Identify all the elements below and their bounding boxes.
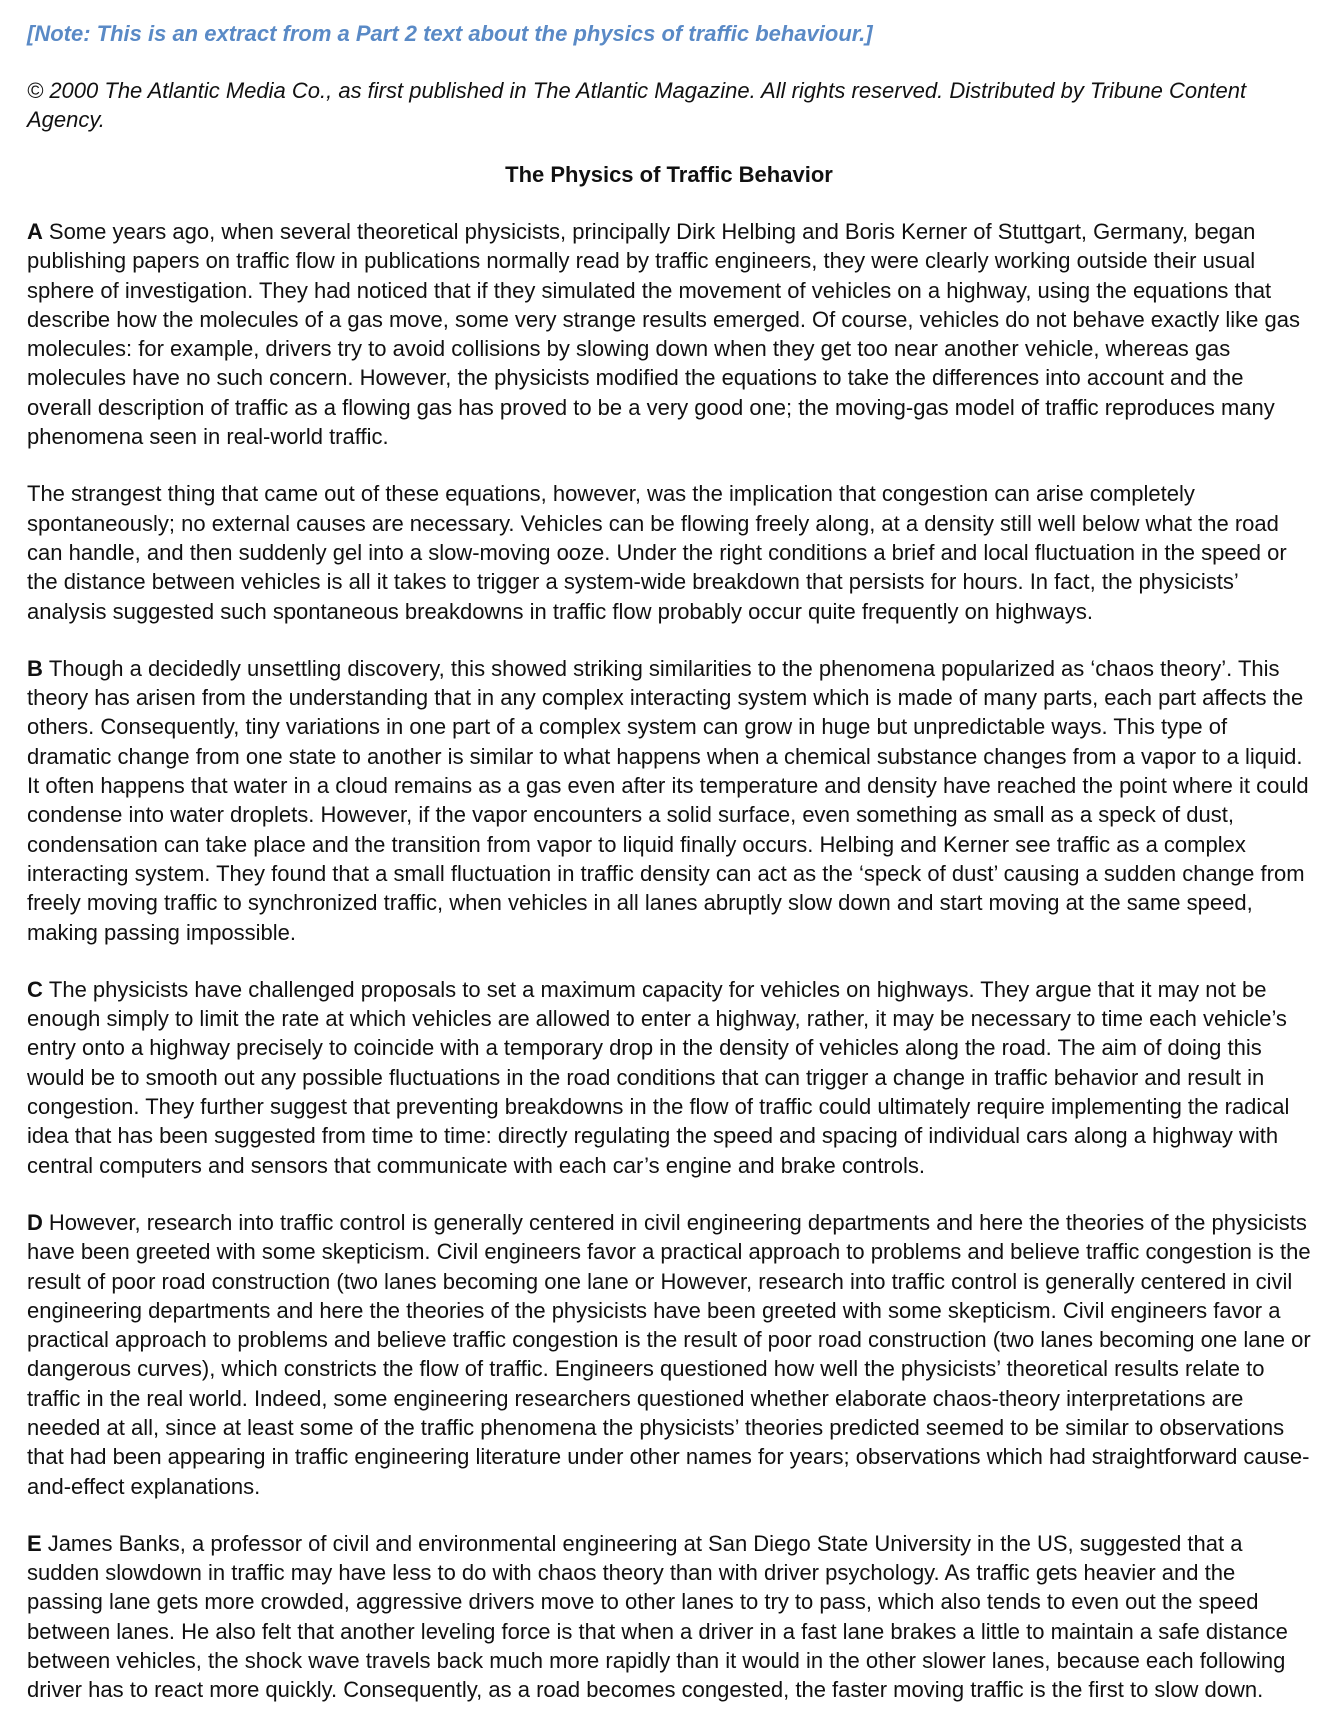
paragraph-b: [27, 654, 1311, 947]
paragraph-d: [27, 1208, 1311, 1501]
paragraph-e: [27, 1529, 1311, 1705]
copyright-notice: © 2000 The Atlantic Media Co., as first published in The Atlantic Magazine. All rights reserved. Distributed by Tribune Content Agency.: [27, 78, 1247, 132]
paragraph-letter: A: [27, 219, 43, 244]
paragraph-a-continued: [27, 479, 1311, 625]
paragraph-a: [27, 217, 1311, 451]
paragraph-c: [27, 975, 1311, 1180]
paragraph-text: However, research into traffic control is generally centered in civil engineering departments and here the theories of the physicists have been greeted with some skepticism. Civil engineers favor a practical approach to problems and believe traffic congestion is the result of poor road construction (two lanes becoming one lane or However, research into traffic control is generally centered in civil engineering departments and here the theories of the physicists have been greeted with some skepticism. Civil engineers favor a practical approach to problems and believe traffic congestion is the result of poor road construction (two lanes becoming one lane or dangerous curves), which constricts the flow of traffic. Engineers questioned how well the physicists’ theoretical results relate to traffic in the real world. Indeed, some engineering researchers questioned whether elaborate chaos-theory interpretations are needed at all, since at least some of the traffic phenomena the physicists’ theories predicted seemed to be similar to observations that had been appearing in traffic engineering literature under other names for years; observations which had straightforward cause-and-effect explanations.: [27, 1209, 1311, 1499]
paragraph-text: Though a decidedly unsettling discovery, this showed striking similarities to the phenomena popularized as ‘chaos theory’. This theory has arisen from the understanding that in any complex interacting system which is made of many parts, each part affects the others. Consequently, tiny variations in one part of a complex system can grow in huge but unpredictable ways. This type of dramatic change from one state to another is similar to what happens when a chemical substance changes from a vapor to a liquid. It often happens that water in a cloud remains as a gas even after its temperature and density have reached the point where it could condense into water droplets. However, if the vapor encounters a solid surface, even something as small as a speck of dust, condensation can take place and the transition from vapor to liquid finally occurs. Helbing and Kerner see traffic as a complex interacting system. They found that a small fluctuation in traffic density can act as the ‘speck of dust’ causing a sudden change from freely moving traffic to synchronized traffic, when vehicles in all lanes abruptly slow down and start moving at the same speed, making passing impossible.: [27, 655, 1309, 945]
paragraph-text: Some years ago, when several theoretical physicists, principally Dirk Helbing and Boris Kerner of Stuttgart, Germany, began publishing papers on traffic flow in publications normally read by traffic engineers, they were clearly working outside their usual sphere of investigation. They had noticed that if they simulated the movement of vehicles on a highway, using the equations that describe how the molecules of a gas move, some very strange results emerged. Of course, vehicles do not behave exactly like gas molecules: for example, drivers try to avoid collisions by slowing down when they get too near another vehicle, whereas gas molecules have no such concern. However, the physicists modified the equations to take the differences into account and the overall description of traffic as a flowing gas has proved to be a very good one; the moving-gas model of traffic reproduces many phenomena seen in real-world traffic.: [27, 219, 1300, 450]
paragraph-text: The physicists have challenged proposals to set a maximum capacity for vehicles on highways. They argue that it may not be enough simply to limit the rate at which vehicles are allowed to enter a highway, rather, it may be necessary to time each vehicle’s entry onto a highway precisely to coincide with a temporary drop in the density of vehicles along the road. The aim of doing this would be to smooth out any possible fluctuations in the road conditions that can trigger a change in traffic behavior and result in congestion. They further suggest that preventing breakdowns in the flow of traffic could ultimately require implementing the radical idea that has been suggested from time to time: directly regulating the speed and spacing of individual cars along a highway with central computers and sensors that communicate with each car’s engine and brake controls.: [27, 976, 1290, 1178]
article-title: The Physics of Traffic Behavior: [505, 162, 833, 187]
editor-note: [Note: This is an extract from a Part 2 text about the physics of traffic behaviour.]: [27, 21, 873, 46]
paragraph-letter: B: [27, 655, 43, 681]
paragraph-text: James Banks, a professor of civil and environmental engineering at San Diego State University in the US, suggested that a sudden slowdown in traffic may have less to do with chaos theory than with driver psychology. As traffic gets heavier and the passing lane gets more crowded, aggressive drivers move to other lanes to try to pass, which also tends to even out the speed between lanes. He also felt that another leveling force is that when a driver in a fast lane brakes a little to maintain a safe distance between vehicles, the shock wave travels back much more rapidly than it would in the other slower lanes, because each following driver has to react more quickly. Consequently, as a road becomes congested, the faster moving traffic is the first to slow down.: [27, 1530, 1288, 1703]
paragraph-letter: E: [27, 1530, 42, 1556]
paragraph-text: The strangest thing that came out of these equations, however, was the implication that congestion can arise completely spontaneously; no external causes are necessary. Vehicles can be flowing freely along, at a density still well below what the road can handle, and then suddenly gel into a slow-moving ooze. Under the right conditions a brief and local fluctuation in the speed or the distance between vehicles is all it takes to trigger a system-wide breakdown that persists for hours. In fact, the physicists’ analysis suggested such spontaneous breakdowns in traffic flow probably occur quite frequently on highways.: [27, 481, 1287, 624]
paragraph-letter: D: [27, 1209, 43, 1235]
paragraph-letter: C: [27, 976, 43, 1002]
